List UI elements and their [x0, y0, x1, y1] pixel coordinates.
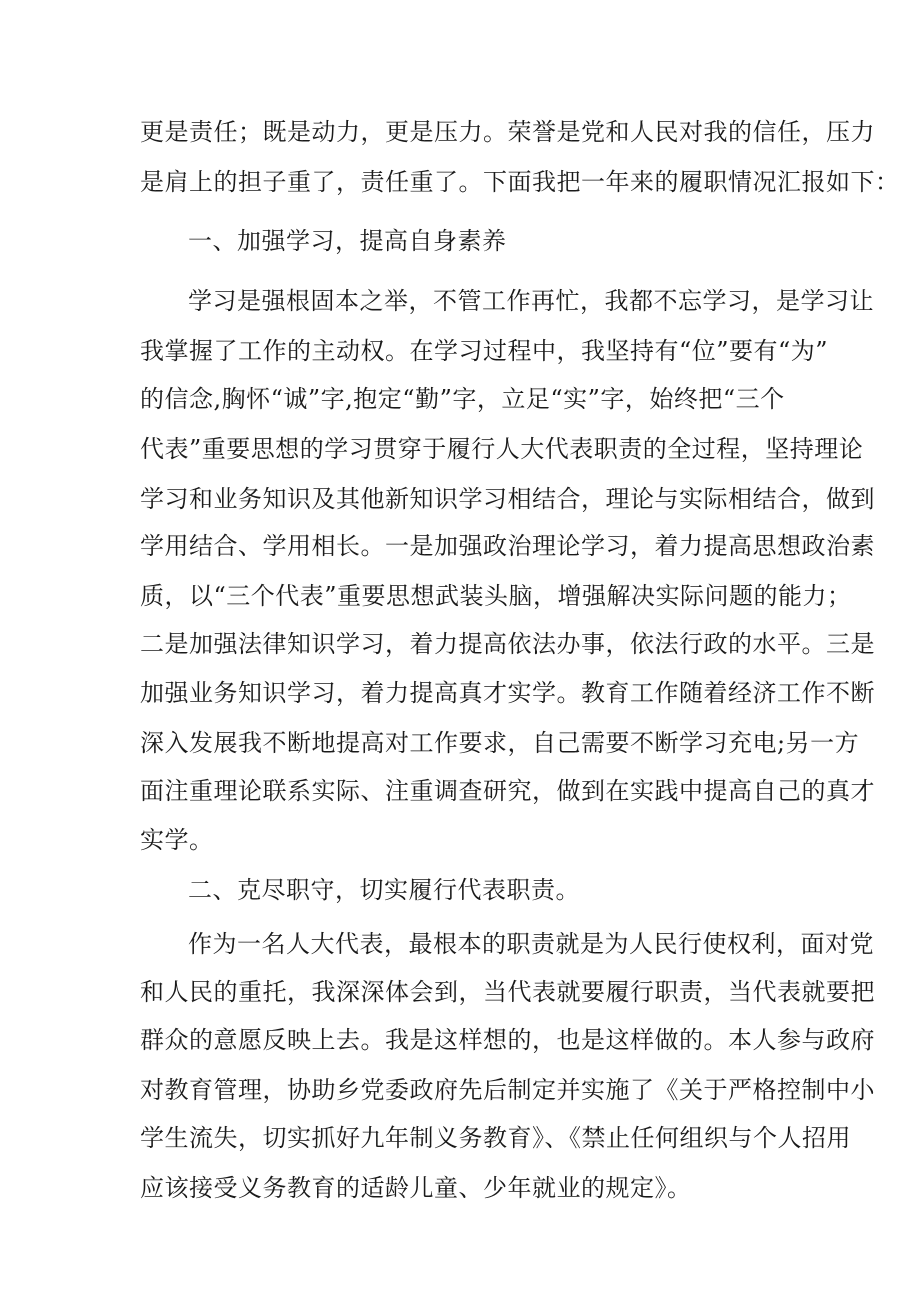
text-line: 作为一名人大代表，最根本的职责就是为人民行使权利，面对党: [188, 930, 874, 958]
text-line: 学用结合、学用相长。一是加强政治理论学习，着力提高思想政治素: [140, 532, 875, 560]
text-line: 学习是强根固本之举，不管工作再忙，我都不忘学习，是学习让: [188, 287, 874, 315]
text-line: 二是加强法律知识学习，着力提高依法办事，依法行政的水平。三是: [140, 630, 875, 658]
text-line: 应该接受义务教育的适龄儿童、少年就业的规定》。: [140, 1174, 692, 1202]
section-heading: 一、加强学习，提高自身素养: [188, 227, 507, 255]
text-line: 加强业务知识学习，着力提高真才实学。教育工作随着经济工作不断: [140, 679, 875, 707]
text-line: 对教育管理，协助乡党委政府先后制定并实施了《关于严格控制中小: [140, 1076, 875, 1104]
section-heading: 二、克尽职守，切实履行代表职责。: [188, 876, 580, 904]
text-line: 我掌握了工作的主动权。在学习过程中，我坚持有“位”要有“为”: [140, 337, 829, 365]
text-line: 深入发展我不断地提高对工作要求，自己需要不断学习充电;另一方: [140, 729, 860, 757]
text-line: 的信念,胸怀“诚”字,抱定“勤”字，立足“实”字，始终把“三个: [140, 385, 785, 413]
text-line: 面注重理论联系实际、注重调查研究，做到在实践中提高自己的真才: [140, 777, 875, 805]
text-line: 群众的意愿反映上去。我是这样想的，也是这样做的。本人参与政府: [140, 1026, 875, 1054]
text-line: 质，以“三个代表”重要思想武装头脑，增强解决实际问题的能力；: [140, 582, 852, 610]
text-line: 学习和业务知识及其他新知识学习相结合，理论与实际相结合，做到: [140, 485, 875, 513]
text-line: 更是责任；既是动力，更是压力。荣誉是党和人民对我的信任，压力: [140, 118, 875, 146]
text-line: 和人民的重托，我深深体会到，当代表就要履行职责，当代表就要把: [140, 978, 875, 1006]
text-line: 是肩上的担子重了，责任重了。下面我把一年来的履职情况汇报如下：: [140, 168, 900, 196]
text-line: 实学。: [140, 826, 214, 854]
text-line: 学生流失，切实抓好九年制义务教育》、《禁止任何组织与个人招用: [140, 1124, 851, 1152]
text-line: 代表”重要思想的学习贯穿于履行人大代表职责的全过程，坚持理论: [140, 435, 864, 463]
